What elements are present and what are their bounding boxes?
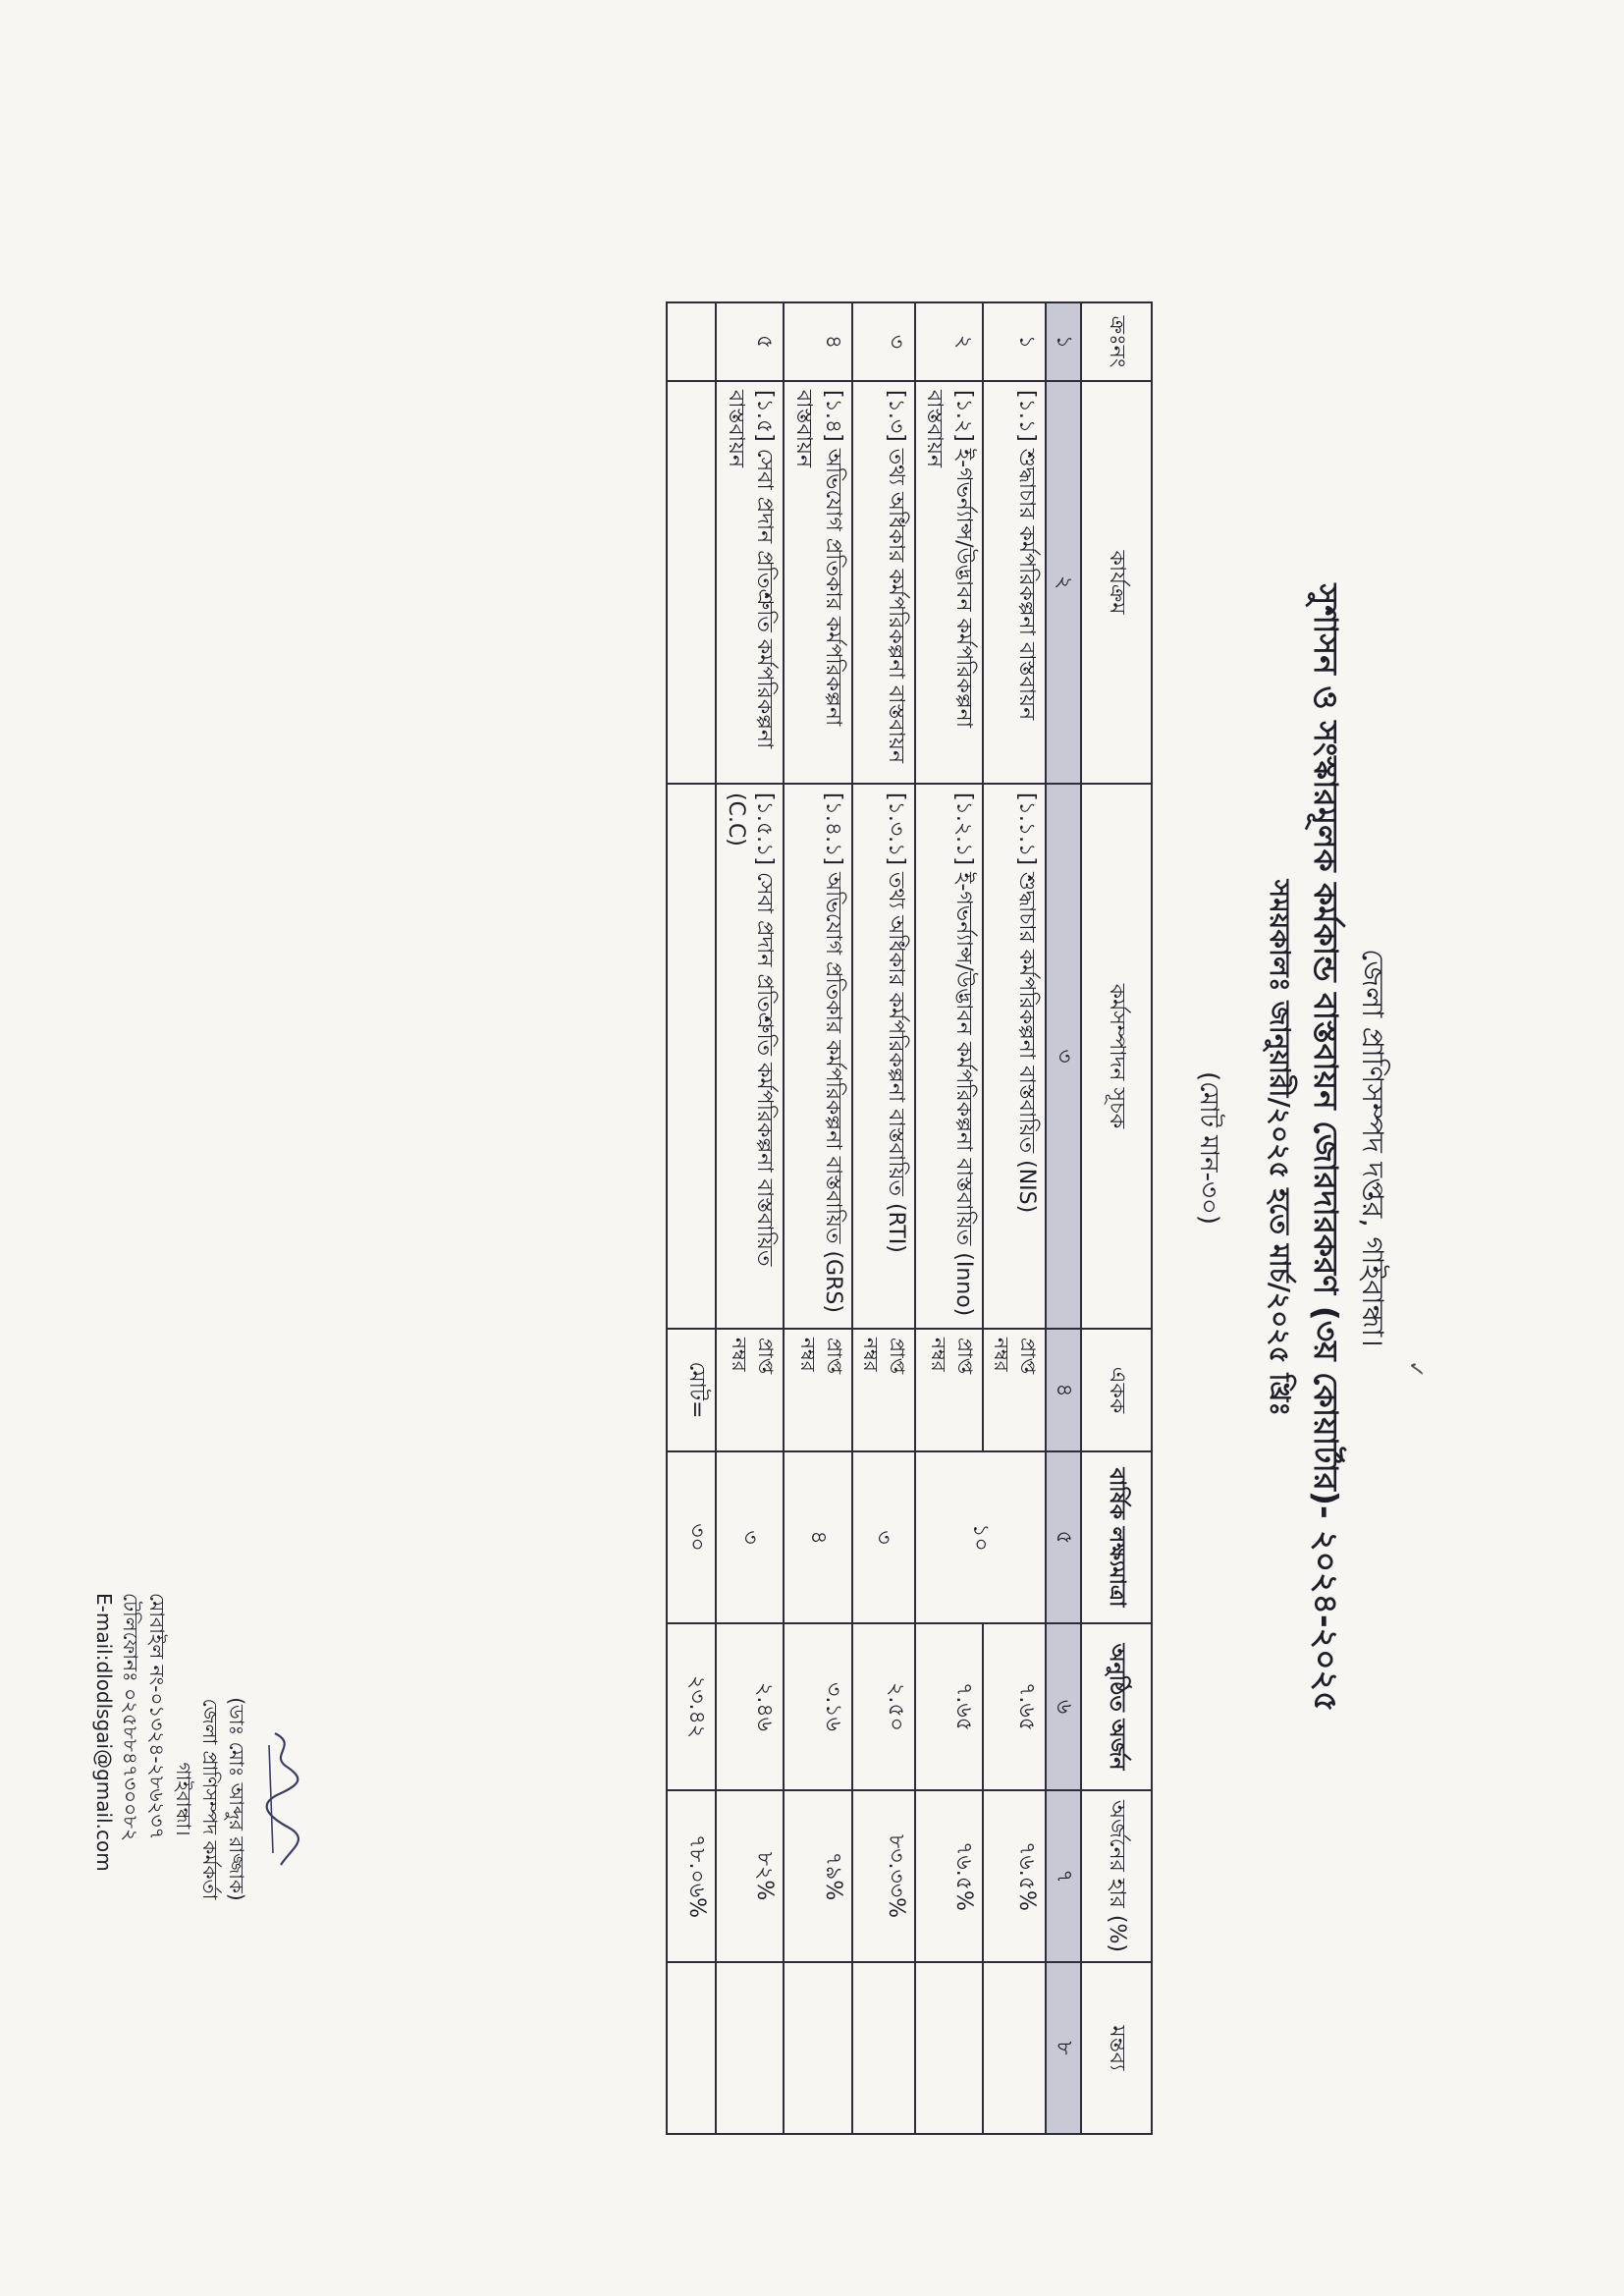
col-header-remarks: মন্তব্য	[1081, 1962, 1152, 2134]
col-header-indicator: কর্মসম্পাদন সূচক	[1081, 784, 1152, 1329]
table-row	[716, 302, 784, 2134]
column-number: ৭	[1046, 1790, 1081, 1962]
cell-remarks	[915, 1962, 983, 2134]
email-address: E-mail:dlodlsgai@gmail.com	[92, 1593, 116, 1872]
cell-remarks	[983, 1962, 1046, 2134]
unit-line: নম্বর	[728, 1338, 752, 1372]
telephone-number: টেলিফোনঃ ০২৫৮৮৪৭৩০০৮২	[119, 1593, 142, 1841]
cell-achievement: ৭.৬৫	[915, 1623, 983, 1790]
total-row	[667, 302, 716, 2134]
cell-target: ৩	[852, 1451, 915, 1623]
total-marks: (মোট মান-৩০)	[1194, 1071, 1223, 1225]
column-number: ৩	[1046, 784, 1081, 1329]
cell-indicator: [১.২.১] ই-গভর্ন্যান্স/উদ্ভাবন কর্মপরিকল্পনা বাস্তবায়িত (Inno)	[915, 784, 983, 1329]
cell-rate: ৭৬.৫%	[983, 1790, 1046, 1962]
document-title: সুশাসন ও সংস্কারমূলক কর্মকান্ড বাস্তবায়ন জোরদারকরণ (৩য় কোয়ার্টার)- ২০২৪-২০২৫	[1307, 583, 1345, 1713]
column-number: ৪	[1046, 1329, 1081, 1451]
handwritten-signature	[259, 1725, 308, 1873]
cell-achievement: ৩.১৬	[784, 1623, 851, 1790]
cell-rate: ৮৩.৩৩%	[852, 1790, 915, 1962]
column-number: ৫	[1046, 1451, 1081, 1623]
cell-achievement: ২.৫০	[852, 1623, 915, 1790]
col-header-target: বার্ষিক লক্ষ্যমাত্রা	[1081, 1451, 1152, 1623]
total-achievement: ২৩.৪২	[667, 1623, 716, 1790]
signatory-name: (ডাঃ মোঃ আব্দুর রাজ্জাক)	[225, 1697, 248, 1901]
unit-line: প্রাপ্ত	[754, 1338, 779, 1375]
cell-sl: ৩	[852, 302, 915, 381]
cell-activity: [১.৪] অভিযোগ প্রতিকার কর্মপরিকল্পনা বাস্তবায়ন	[784, 381, 851, 784]
cell-empty	[667, 302, 716, 381]
cell-target: ১০	[915, 1451, 1046, 1623]
cell-activity: [১.২] ই-গভর্ন্যান্স/উদ্ভাবন কর্মপরিকল্পনা বাস্তবায়ন	[915, 381, 983, 784]
mobile-number: মোবাইল নং-০১৩২৪-২৮৬২৩৭	[145, 1593, 169, 1840]
signature-block	[90, 1593, 308, 2005]
cell-unit	[784, 1329, 851, 1451]
col-header-rate: অর্জনের হার (%)	[1081, 1790, 1152, 1962]
total-rate: ৭৮.০৬%	[667, 1790, 716, 1962]
column-number-row	[1046, 302, 1081, 2134]
cell-unit	[716, 1329, 784, 1451]
unit-line: নম্বর	[927, 1338, 950, 1372]
cell-unit	[852, 1329, 915, 1451]
cell-rate: ৭৬.৫%	[915, 1790, 983, 1962]
total-target: ৩০	[667, 1451, 716, 1623]
unit-line: প্রাপ্ত	[822, 1338, 846, 1375]
cell-unit	[983, 1329, 1046, 1451]
performance-table	[666, 301, 1153, 2135]
cell-empty	[667, 381, 716, 784]
cell-rate: ৭৯%	[784, 1790, 851, 1962]
unit-line: প্রাপ্ত	[1016, 1338, 1040, 1375]
cell-empty	[667, 1962, 716, 2134]
header-row	[1081, 302, 1152, 2134]
table-row	[915, 302, 983, 2134]
cell-indicator: [১.৫.১] সেবা প্রদান প্রতিশ্রুতি কর্মপরিকল্পনা বাস্তবায়িত (C.C)	[716, 784, 784, 1329]
cell-activity: [১.৫] সেবা প্রদান প্রতিশ্রুতি কর্মপরিকল্পনা বাস্তবায়ন	[716, 381, 784, 784]
cell-achievement: ৭.৬৫	[983, 1623, 1046, 1790]
office-name: জেলা প্রাণিসম্পদ দপ্তর, গাইবান্ধা।	[1355, 949, 1389, 1347]
column-number: ১	[1046, 302, 1081, 381]
col-header-achievement: অনুষ্ঠিত অর্জন	[1081, 1623, 1152, 1790]
col-header-sl: ক্রঃনং	[1081, 302, 1152, 381]
unit-line: প্রাপ্ত	[953, 1338, 977, 1375]
unit-line: নম্বর	[795, 1338, 820, 1372]
cell-activity: [১.১] শুদ্ধাচার কর্মপরিকল্পনা বাস্তবায়ন	[983, 381, 1046, 784]
unit-line: নম্বর	[990, 1338, 1013, 1372]
cell-indicator: [১.১.১] শুদ্ধাচার কর্মপরিকল্পনা বাস্তবায়িত (NIS)	[983, 784, 1046, 1329]
table-row	[852, 302, 915, 2134]
signatory-location: গাইবান্ধা।	[172, 1762, 195, 1836]
cell-remarks	[716, 1962, 784, 2134]
col-header-unit: একক	[1081, 1329, 1152, 1451]
unit-line: নম্বর	[858, 1338, 883, 1372]
column-number: ৮	[1046, 1962, 1081, 2134]
cell-indicator: [১.৪.১] অভিযোগ প্রতিকার কর্মপরিকল্পনা বাস্তবায়িত (GRS)	[784, 784, 851, 1329]
table-row	[784, 302, 851, 2134]
table-row	[983, 302, 1046, 2134]
unit-line: প্রাপ্ত	[885, 1338, 909, 1375]
signatory-designation: জেলা প্রাণিসম্পদ কর্মকর্তা	[198, 1698, 222, 1900]
cell-empty	[667, 784, 716, 1329]
cell-target: ৩	[716, 1451, 784, 1623]
period-line: সময়কালঃ জানুয়ারী/২০২৫ হতে মার্চ/২০২৫ খ্রিঃ	[1264, 879, 1296, 1417]
cell-sl: ১	[983, 302, 1046, 381]
cell-indicator: [১.৩.১] তথ্য অধিকার কর্মপরিকল্পনা বাস্তবায়িত (RTI)	[852, 784, 915, 1329]
cell-achievement: ২.৪৬	[716, 1623, 784, 1790]
cell-remarks	[784, 1962, 851, 2134]
total-label: মোট=	[667, 1329, 716, 1451]
col-header-activity: কার্যক্রম	[1081, 381, 1152, 784]
column-number: ২	[1046, 381, 1081, 784]
cell-rate: ৮২%	[716, 1790, 784, 1962]
cell-sl: ২	[915, 302, 983, 381]
cell-unit	[915, 1329, 983, 1451]
column-number: ৬	[1046, 1623, 1081, 1790]
cell-activity: [১.৩] তথ্য অধিকার কর্মপরিকল্পনা বাস্তবায়ন	[852, 381, 915, 784]
cell-remarks	[852, 1962, 915, 2134]
check-mark: ✓	[1403, 1360, 1428, 1379]
cell-sl: ৫	[716, 302, 784, 381]
cell-sl: ৪	[784, 302, 851, 381]
cell-target: ৪	[784, 1451, 851, 1623]
